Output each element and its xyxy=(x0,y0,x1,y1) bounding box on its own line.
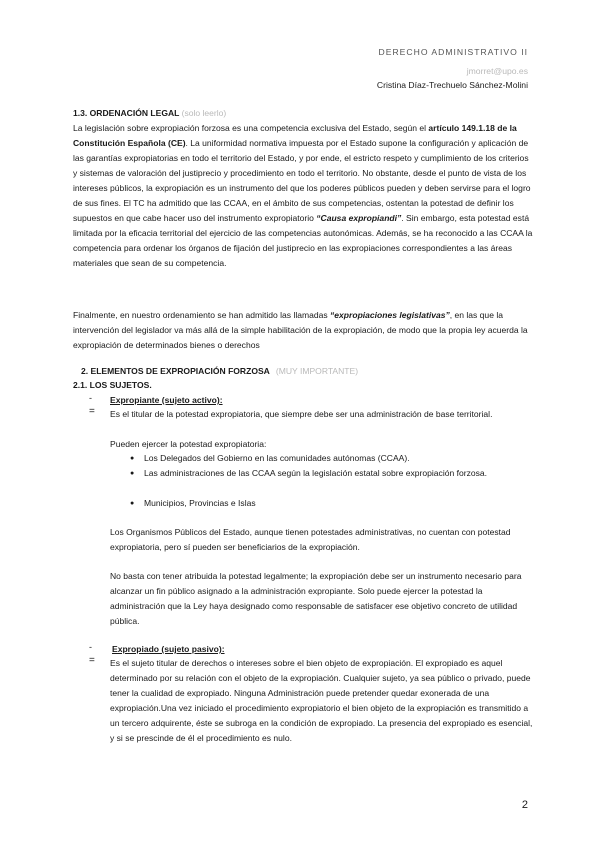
ordenacion-paragraph-2 xyxy=(73,308,533,353)
section-1-3-heading xyxy=(73,106,533,121)
bullet-icon: ● xyxy=(130,500,135,507)
expropiado-paragraph-1: Es el sujeto titular de derechos o intereses sobre el bien objeto de expropiación. El expropiado es aquel determinado por su relación con el objeto de la expropiación. Cualquier sujeto, ya sea público o privado, puede tener la cualidad de expropiado. Ninguna Administración puede pretender quedar exonerada de una expropiación.Una vez iniciado el procedimiento expropiatorio el bien objeto de la expropiación es transmitido a un tercero adquirente, éste se subroga en la condición de expropiado. La presencia del expropiado es esencial, y si se prescinde de él el procedimiento es nulo. xyxy=(110,658,533,743)
equals-bullet: = xyxy=(89,655,95,666)
p1-text-2: . La uniformidad normativa impuesta por el Estado supone la configuración y aplicación de las garantías expropiatorias en todo el territorio del Estado, y por ende, el estricto respeto y cumplimiento de los criterios y sistemas de valoración del justiprecio y procedimiento en todo el territorio. No obstante, desde el punto de vista de los intereses públicos, la expropiación es un instrumento del que los poderes públicos pueden y deben servirse para el logro de sus fines. El TC ha admitido que las CCAA, en el ámbito de sus competencias, ostentan la potestad de definir los supuestos en que cabe hacer uso del instrumento expropiatorio xyxy=(73,138,531,223)
list-item-text: Las administraciones de las CCAA según la legislación estatal sobre expropiación forzosa. xyxy=(144,468,488,478)
ordenacion-paragraph-1 xyxy=(73,121,533,271)
list-item xyxy=(130,466,533,481)
expropiante-paragraph-4: No basta con tener atribuida la potestad legalmente; la expropiación debe ser un instrumento necesario para alcanzar un fin público asignado a la administración expropiante. Solo puede ejercer la potestad la administración que la Ley haya designado como responsable de satisfacer ese objetivo concreto de utilidad pública. xyxy=(110,571,522,626)
course-header: DERECHO ADMINISTRATIVO II xyxy=(378,47,528,57)
equals-bullet: = xyxy=(89,406,95,417)
author-email: jmorret@upo.es xyxy=(466,66,528,76)
expropiante-label: Expropiante (sujeto activo): xyxy=(110,395,223,405)
page-number: 2 xyxy=(521,799,528,811)
p1-bold-causa: “Causa expropiandi” xyxy=(316,213,402,223)
list-item-text: Municipios, Provincias e Islas xyxy=(144,498,256,508)
section-2-1-heading: 2.1. LOS SUJETOS. xyxy=(73,380,152,390)
list-item-text: Los Delegados del Gobierno en las comunidades autónomas (CCAA). xyxy=(144,453,410,463)
expropiado-label: Expropiado (sujeto pasivo): xyxy=(112,644,225,654)
section-2-heading xyxy=(81,364,533,379)
author-name: Cristina Díaz-Trechuelo Sánchez-Molini xyxy=(376,80,528,90)
section-2-title: 2. ELEMENTOS DE EXPROPIACIÓN FORZOSA xyxy=(81,366,270,376)
section-1-3-title: 1.3. ORDENACIÓN LEGAL xyxy=(73,108,180,118)
bullet-icon: ● xyxy=(130,455,135,462)
section-1-3-note: (solo leerlo) xyxy=(181,108,227,118)
p2-bold-expropiaciones: “expropiaciones legislativas” xyxy=(330,310,450,320)
bullet-icon: ● xyxy=(130,470,135,477)
p1-text-1: La legislación sobre expropiación forzosa es una competencia exclusiva del Estado, según el xyxy=(73,123,429,133)
p2-text-1: Finalmente, en nuestro ordenamiento se han admitido las llamadas xyxy=(73,310,331,320)
p1-bold-article: artículo 149.1.18 de la Constitución Española (CE) xyxy=(73,123,517,148)
p1-text-3: . Sin embargo, esta potestad está limitada por la eficacia territorial del ejercicio de las competencias autonómicas. Además, se ha reconocido a las CCAA la competencia para ordenar los órganos de fijación del justiprecio en las expropiaciones correspondientes a las áreas materiales que sean de su competencia. xyxy=(73,213,533,268)
section-2-note: (MUY IMPORTANTE) xyxy=(275,366,359,376)
p2-text-2: , en las que la intervención del legislador va más allá de la simple habilitación de la expropiación, de modo que la propia ley acuerda la expropiación de determinados bienes o derechos xyxy=(73,310,528,350)
list-item xyxy=(130,451,533,466)
list-item xyxy=(130,496,533,511)
expropiante-paragraph-1: Es el titular de la potestad expropiatoria, que siempre debe ser una administración de base territorial. xyxy=(110,409,493,419)
expropiante-paragraph-2: Pueden ejercer la potestad expropiatoria: xyxy=(110,439,267,449)
dash-bullet: - xyxy=(89,393,92,403)
expropiante-paragraph-3: Los Organismos Públicos del Estado, aunque tienen potestades administrativas, no cuentan con potestad expropiatoria, pero sí pueden ser beneficiarios de la expropiación. xyxy=(110,527,511,552)
dash-bullet: - xyxy=(89,642,92,652)
